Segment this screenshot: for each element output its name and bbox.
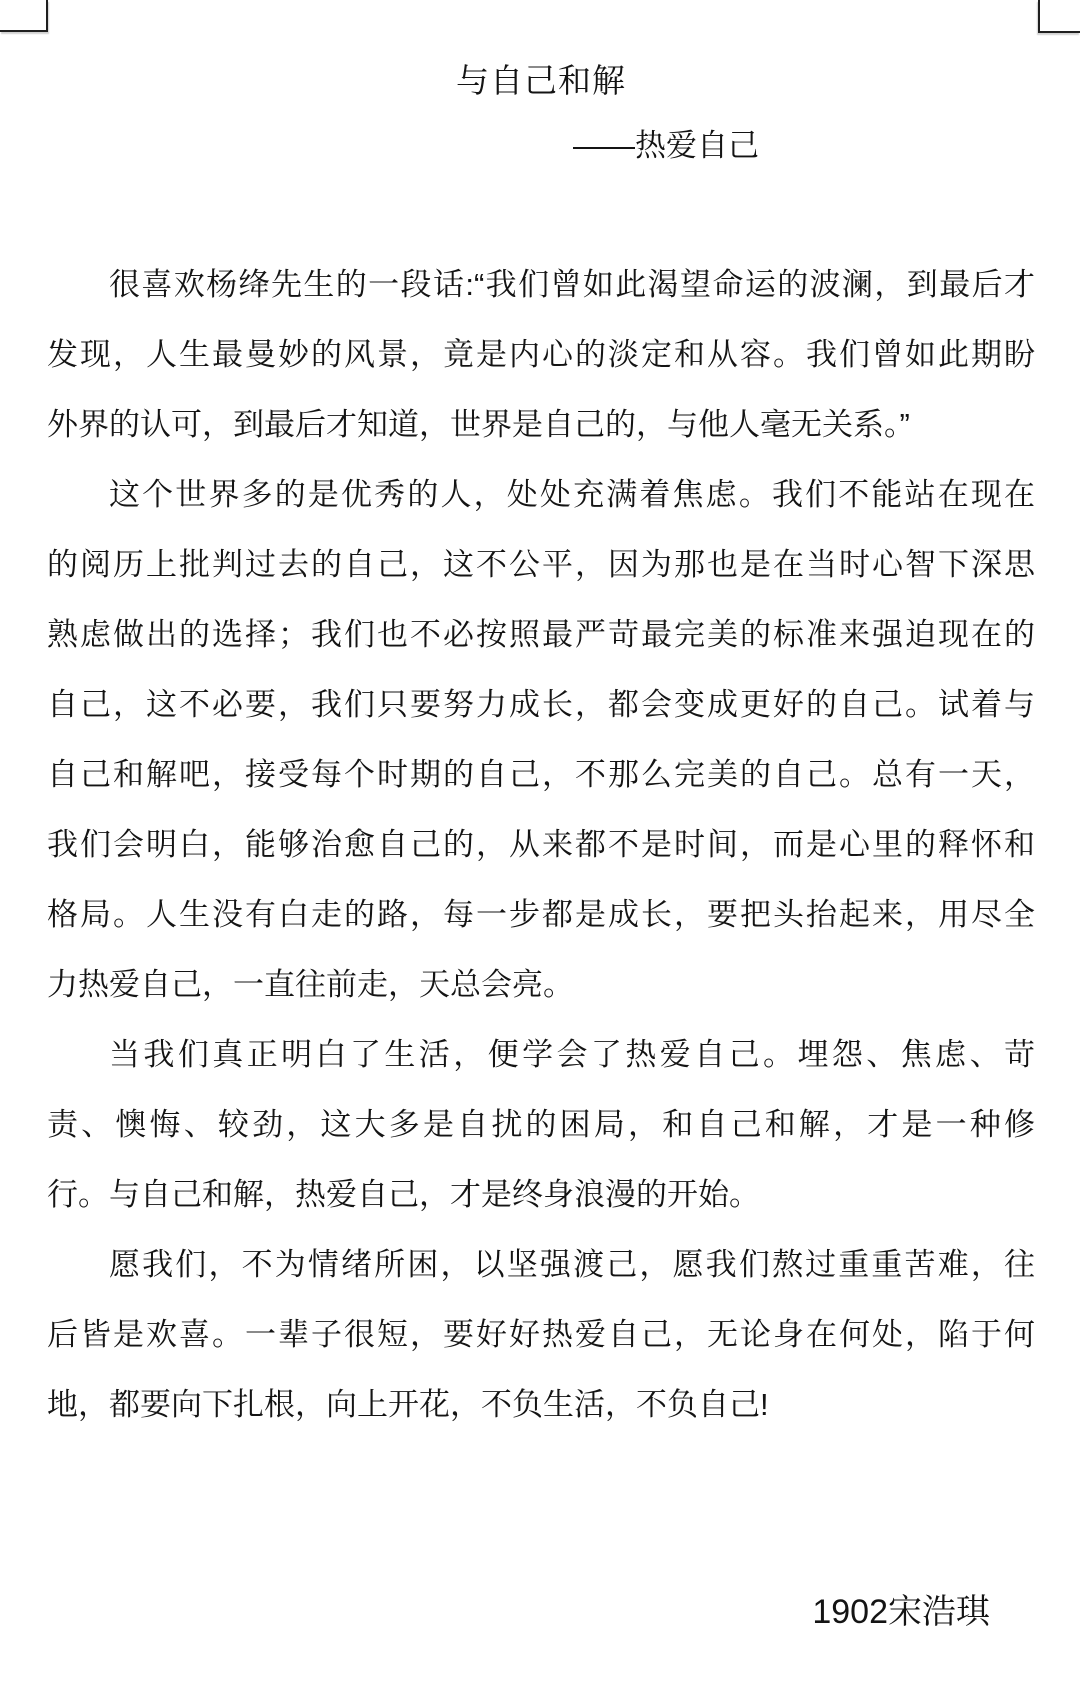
- paragraph: [47, 250, 1035, 460]
- paragraph: [47, 1020, 1035, 1230]
- essay-line: 的阅历上批判过去的自己，这不公平，因为那也是在当时心智下深思: [47, 547, 1035, 582]
- essay-line: 发现，人生最曼妙的风景，竟是内心的淡定和从容。我们曾如此期盼: [47, 337, 1035, 372]
- essay-line: 熟虑做出的选择；我们也不必按照最严苛最完美的标准来强迫现在的: [47, 617, 1035, 652]
- essay-line: 很喜欢杨绛先生的一段话:“我们曾如此渴望命运的波澜，到最后才: [109, 267, 1035, 302]
- essay-line: 力热爱自己，一直往前走，天总会亮。: [47, 967, 574, 1002]
- essay-content: [47, 0, 1035, 1634]
- frame-corner-top-right: [1038, 0, 1080, 33]
- essay-line: 后皆是欢喜。一辈子很短，要好好热爱自己，无论身在何处，陷于何: [47, 1317, 1035, 1352]
- essay-line: 地，都要向下扎根，向上开花，不负生活，不负自己!: [47, 1387, 769, 1422]
- essay-title: 与自己和解: [456, 62, 626, 99]
- paragraph: [47, 460, 1035, 1020]
- essay-line: 格局。人生没有白走的路，每一步都是成长，要把头抬起来，用尽全: [47, 897, 1035, 932]
- essay-line: 行。与自己和解，热爱自己，才是终身浪漫的开始。: [47, 1177, 760, 1212]
- essay-line: 我们会明白，能够治愈自己的，从来都不是时间，而是心里的释怀和: [47, 827, 1035, 862]
- essay-line: 愿我们，不为情绪所困，以坚强渡己，愿我们熬过重重苦难，往: [109, 1247, 1035, 1282]
- essay-line: 自己，这不必要，我们只要努力成长，都会变成更好的自己。试着与: [47, 687, 1035, 722]
- essay-line: 这个世界多的是优秀的人，处处充满着焦虑。我们不能站在现在: [109, 477, 1035, 512]
- author-signature: 1902宋浩琪: [812, 1593, 990, 1631]
- essay-line: 当我们真正明白了生活，便学会了热爱自己。埋怨、焦虑、苛: [109, 1037, 1035, 1072]
- frame-corner-top-left: [0, 0, 48, 32]
- essay-subtitle: ——热爱自己: [573, 128, 759, 163]
- essay-body: [47, 250, 1035, 1440]
- paragraph: [47, 1230, 1035, 1440]
- essay-line: 责、懊悔、较劲，这大多是自扰的困局，和自己和解，才是一种修: [47, 1107, 1035, 1142]
- essay-line: 自己和解吧，接受每个时期的自己，不那么完美的自己。总有一天，: [47, 757, 1035, 792]
- essay-line: 外界的认可，到最后才知道，世界是自己的，与他人毫无关系。”: [47, 407, 910, 442]
